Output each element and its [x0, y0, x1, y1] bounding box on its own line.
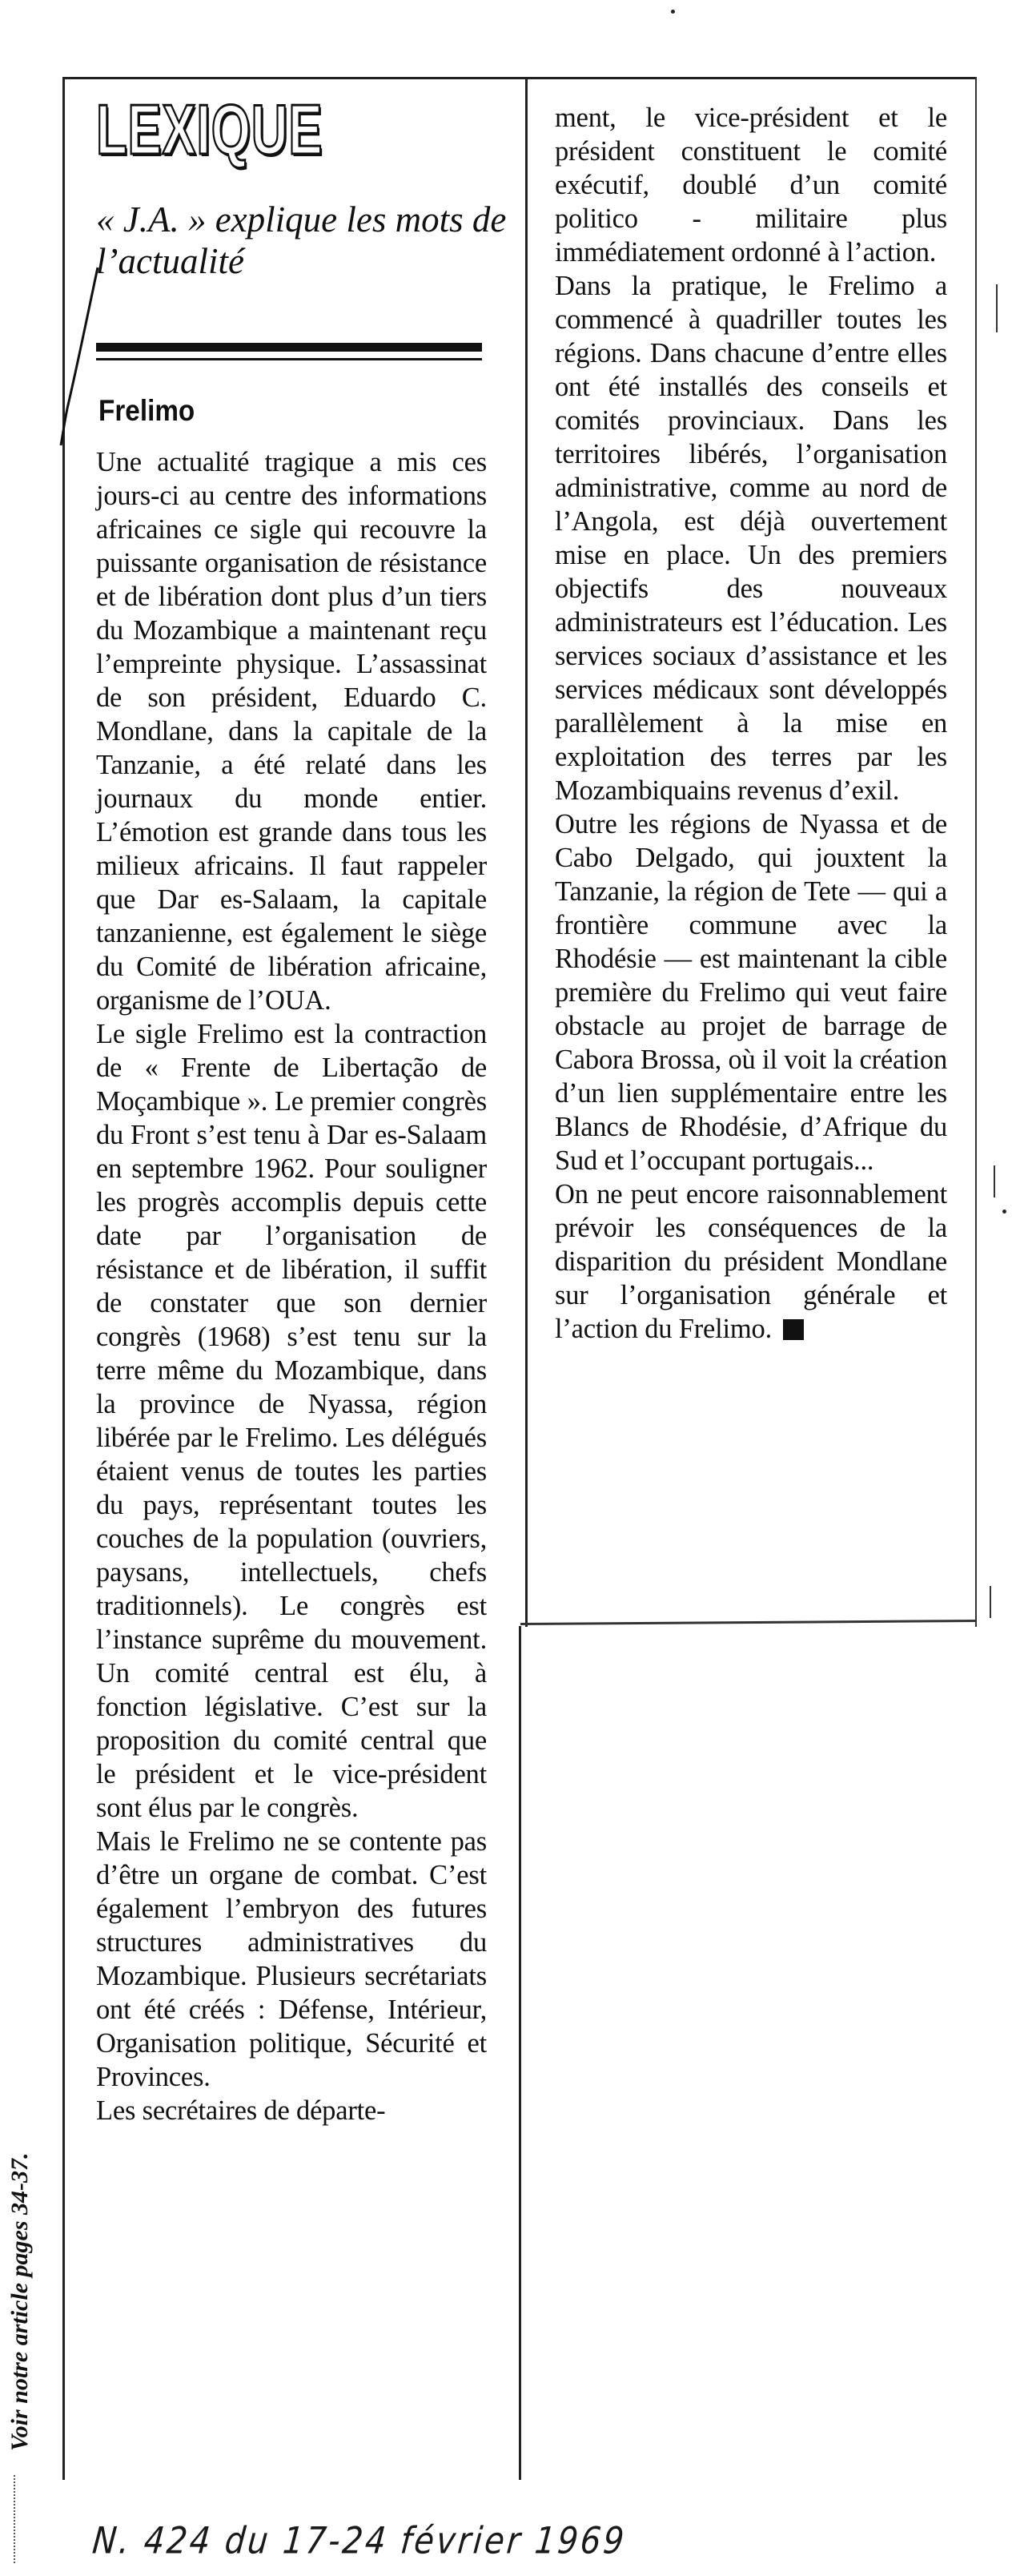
column-divider-upper: [525, 77, 528, 1627]
scan-edge-mark: [996, 284, 998, 332]
paragraph: Les secrétaires de départe-: [96, 2095, 386, 2126]
scan-speck: [1002, 1210, 1006, 1214]
pen-mark-icon: [56, 264, 104, 449]
end-of-article-square-icon: [783, 1319, 804, 1340]
masthead-subtitle: « J.A. » explique les mots de l’actualité: [96, 199, 507, 281]
frame-bottom-rule-right-column: [520, 1620, 977, 1625]
column-divider-lower: [519, 1626, 521, 2480]
frame-top-rule: [62, 77, 977, 79]
frame-right-rule: [975, 77, 977, 1627]
scan-edge-mark: [994, 1165, 995, 1197]
paragraph: Dans la pratique, le Frelimo a commencé à quadriller toutes les régions. Dans chacune d’entre elles ont été installés des conseils et comités provinciaux. Dans les territoires libérés, l’organisation administrative, comme au nord de l’Angola, est déjà ouvertement mise en place. Un des premiers objectifs des nouveaux administrateurs est l’éducation. Les services sociaux d’assistance et les services médicaux sont développés parallèlement à la mise en exploitation des terres par les Mozambiquains revenus d’exil.: [555, 271, 947, 806]
handwritten-issue-note: N. 424 du 17-24 février 1969: [90, 2520, 628, 2562]
paragraph: ment, le vice-président et le président constituent le comité exécutif, doublé d’un comité politico - militaire plus immédiatement ordonné à l’action.: [555, 103, 947, 268]
paragraph: Le sigle Frelimo est la contraction de « Frente de Libertação de Moçambique ». Le premier congrès du Front s’est tenu à Dar es-Salaam en septembre 1962. Pour souligner les progrès accomplis depuis cette date par l’organisation de résistance et de libération, il suffit de constater que son dernier congrès (1968) s’est tenu sur la terre même du Mozambique, dans la province de Nyassa, région libérée par le Frelimo. Les délégués étaient venus de toutes les parties du pays, représentant toutes les couches de la population (ouvriers, paysans, intellectuels, chefs traditionnels). Le congrès est l’instance suprême du mouvement. Un comité central est élu, à fonction législative. C’est sur la proposition du comité central que le président et le vice-président sont élus par le congrès.: [96, 1019, 487, 1823]
article-column-right: [555, 101, 947, 1346]
scan-speck: [671, 10, 675, 14]
scan-edge-mark: [990, 1586, 991, 1618]
lexique-masthead: LEXIQUE: [96, 90, 323, 169]
header-rule-thin: [96, 358, 482, 360]
article-column-left: [96, 445, 487, 2127]
margin-dotted-rule: [14, 2475, 17, 2563]
paragraph-final-text: On ne peut encore raisonnablement prévoir les conséquences de la disparition du président Mondlane sur l’organisation générale et l’action du Frelimo.: [555, 1179, 947, 1344]
header-rule-thick: [96, 343, 482, 352]
margin-caption: Voir notre article pages 34-37.: [6, 2152, 33, 2451]
paragraph: Outre les régions de Nyassa et de Cabo Delgado, qui jouxtent la Tanzanie, la région de Tete — qui a frontière commune avec la Rhodésie — est maintenant la cible première du Frelimo qui veut faire obstacle au projet de barrage de Cabora Brossa, où il voit la création d’un lien supplémentaire entre les Blancs de Rhodésie, d’Afrique du Sud et l’occupant portugais...: [555, 809, 947, 1176]
paragraph: Mais le Frelimo ne se contente pas d’être un organe de combat. C’est également l’embryon des futures structures administratives du Mozambique. Plusieurs secrétariats ont été créés : Défense, Intérieur, Organisation politique, Sécurité et Provinces.: [96, 1826, 487, 2092]
paragraph: Une actualité tragique a mis ces jours-ci au centre des informations africaines ce sigle qui recouvre la puissante organisation de résistance et de libération dont plus d’un tiers du Mozambique a maintenant reçu l’empreinte physique. L’assassinat de son président, Eduardo C. Mondlane, dans la capitale de la Tanzanie, a été relaté dans les journaux du monde entier. L’émotion est grande dans tous les milieux africains. Il faut rappeler que Dar es-Salaam, la capitale tanzanienne, est également le siège du Comité de libération africaine, organisme de l’OUA.: [96, 447, 487, 1016]
paragraph-final: [555, 1177, 947, 1346]
article-heading: Frelimo: [98, 394, 195, 427]
